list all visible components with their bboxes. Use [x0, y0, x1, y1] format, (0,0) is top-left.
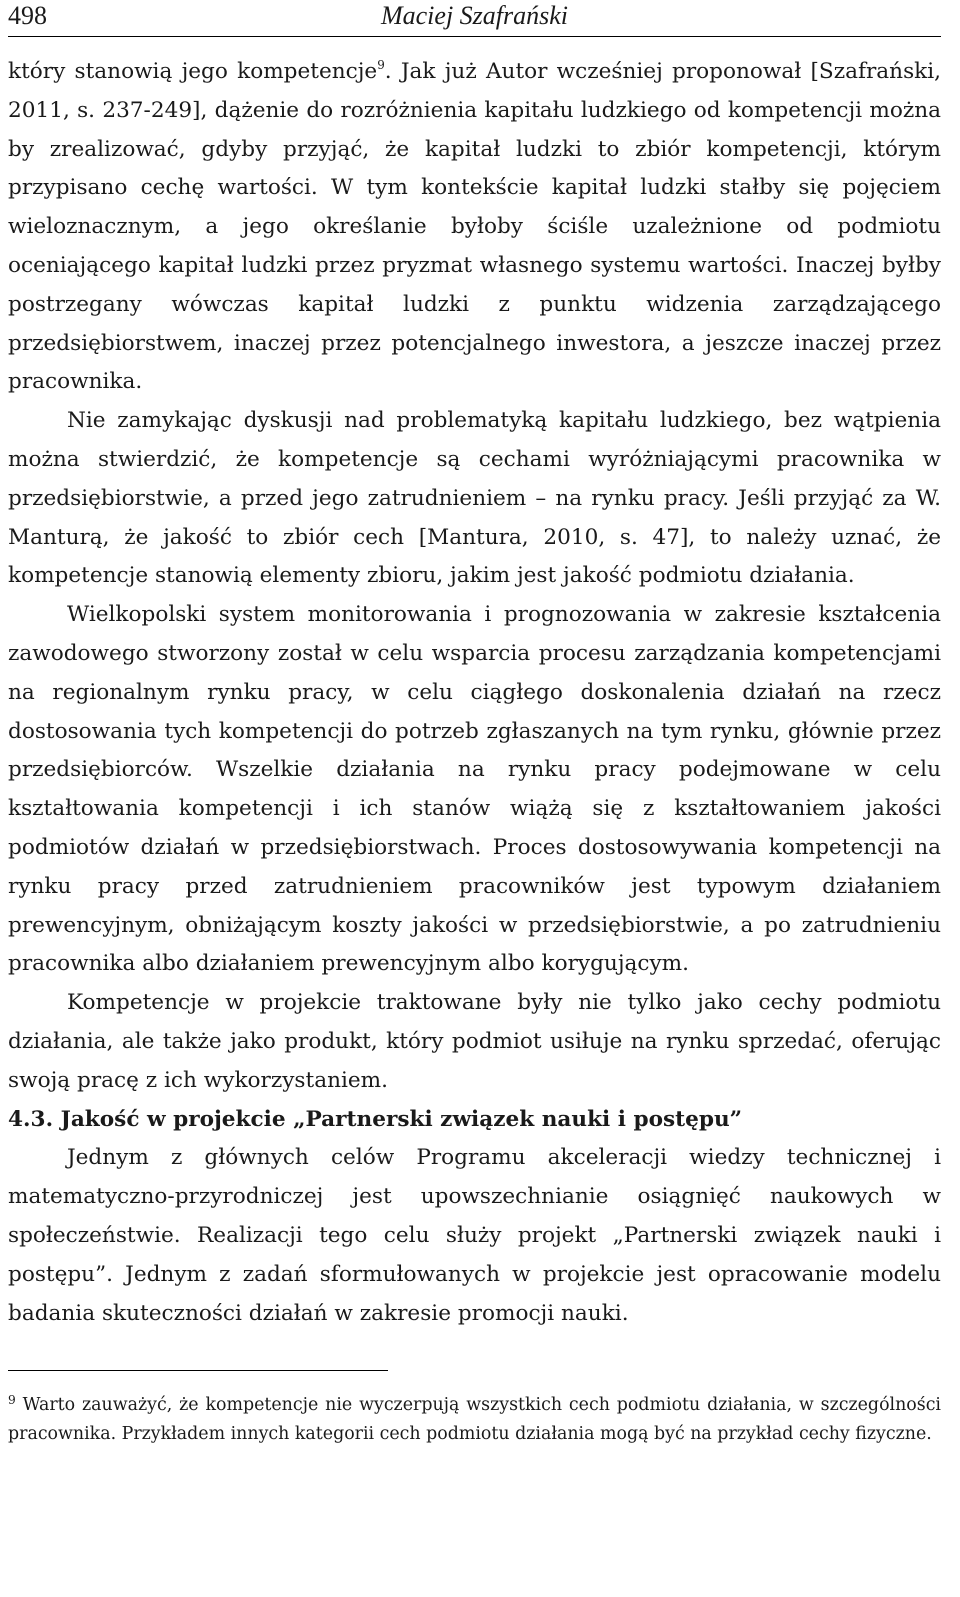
document-page — [8, 0, 941, 1449]
footnote-separator — [8, 1370, 388, 1371]
paragraph-3: Wielkopolski system monitorowania i prognozowania w zakresie kształcenia zawodowego stworzony został w celu wsparcia procesu zarządzania kompetencjami na regionalnym rynku pracy, w celu ciągłego doskonalenia działań na rzecz dostosowania tych kompetencji do potrzeb zgłaszanych na tym rynku, głównie przez przedsiębiorców. Wszelkie działania na rynku pracy podejmowane w celu kształtowania kompetencji i ich stanów wiążą się z kształtowaniem jakości podmiotów działań w przedsiębiorstwach. Proces dostosowywania kompetencji na rynku pracy przed zatrudnieniem pracowników jest typowym działaniem prewencyjnym, obniżającym koszty jakości w przedsiębiorstwie, a po zatrudnieniu pracownika albo działaniem prewencyjnym albo korygującym. — [8, 602, 941, 977]
section-heading: 4.3. Jakość w projekcie „Partnerski związek nauki i postępu” — [8, 1106, 743, 1132]
paragraph-1-text-end: . Jak już Autor wcześniej proponował [Szafrański, 2011, s. 237-249], dążenie do rozróżnienia kapitału ludzkiego od kompetencji można by zrealizować, gdyby przyjąć, że kapitał ludzki to zbiór kompetencji, którym przypisano cechę wartości. W tym kontekście kapitał ludzki stałby się pojęciem wieloznacznym, a jego określanie byłoby ściśle uzależnione od podmiotu oceniającego kapitał ludzki przez pryzmat własnego systemu wartości. Inaczej byłby postrzegany wówczas kapitał ludzki z punktu widzenia zarządzającego przedsiębiorstwem, inaczej przez potencjalnego inwestora, a jeszcze inaczej przez pracownika. — [8, 59, 941, 395]
page-number: 498 — [8, 1, 47, 30]
footnote — [8, 1391, 941, 1449]
footnote-reference: 9 — [377, 58, 385, 73]
paragraph-1 — [8, 53, 941, 402]
body-text — [8, 53, 941, 1333]
section-paragraph-1: Jednym z głównych celów Programu akceleracji wiedzy technicznej i matematyczno-przyrodniczej jest upowszechnianie osiągnięć naukowych w społeczeństwie. Realizacji tego celu służy projekt „Partnerski związek nauki i postępu”. Jednym z zadań sformułowanych w projekcie jest opracowanie modelu badania skuteczności działań w zakresie promocji nauki. — [8, 1145, 941, 1326]
page-header — [8, 0, 941, 37]
paragraph-4: Kompetencje w projekcie traktowane były nie tylko jako cechy podmiotu działania, ale także jako produkt, który podmiot usiłuje na rynku sprzedać, oferując swoją pracę z ich wykorzystaniem. — [8, 990, 941, 1093]
running-title: Maciej Szafrański — [380, 1, 569, 30]
paragraph-2: Nie zamykając dyskusji nad problematyką kapitału ludzkiego, bez wątpienia można stwierdzić, że kompetencje są cechami wyróżniającymi pracownika w przedsiębiorstwie, a przed jego zatrudnieniem – na rynku pracy. Jeśli przyjąć za W. Manturą, że jakość to zbiór cech [Mantura, 2010, s. 47], to należy uznać, że kompetencje stanowią elementy zbioru, jakim jest jakość podmiotu działania. — [8, 408, 941, 589]
footnote-text: Warto zauważyć, że kompetencje nie wyczerpują wszystkich cech podmiotu działania, w szczególności pracownika. Przykładem innych kategorii cech podmiotu działania mogą być na przykład cechy fizyczne. — [8, 1395, 941, 1445]
footnote-marker: 9 — [8, 1393, 16, 1408]
paragraph-1-text-start: który stanowią jego kompetencje — [8, 59, 378, 84]
